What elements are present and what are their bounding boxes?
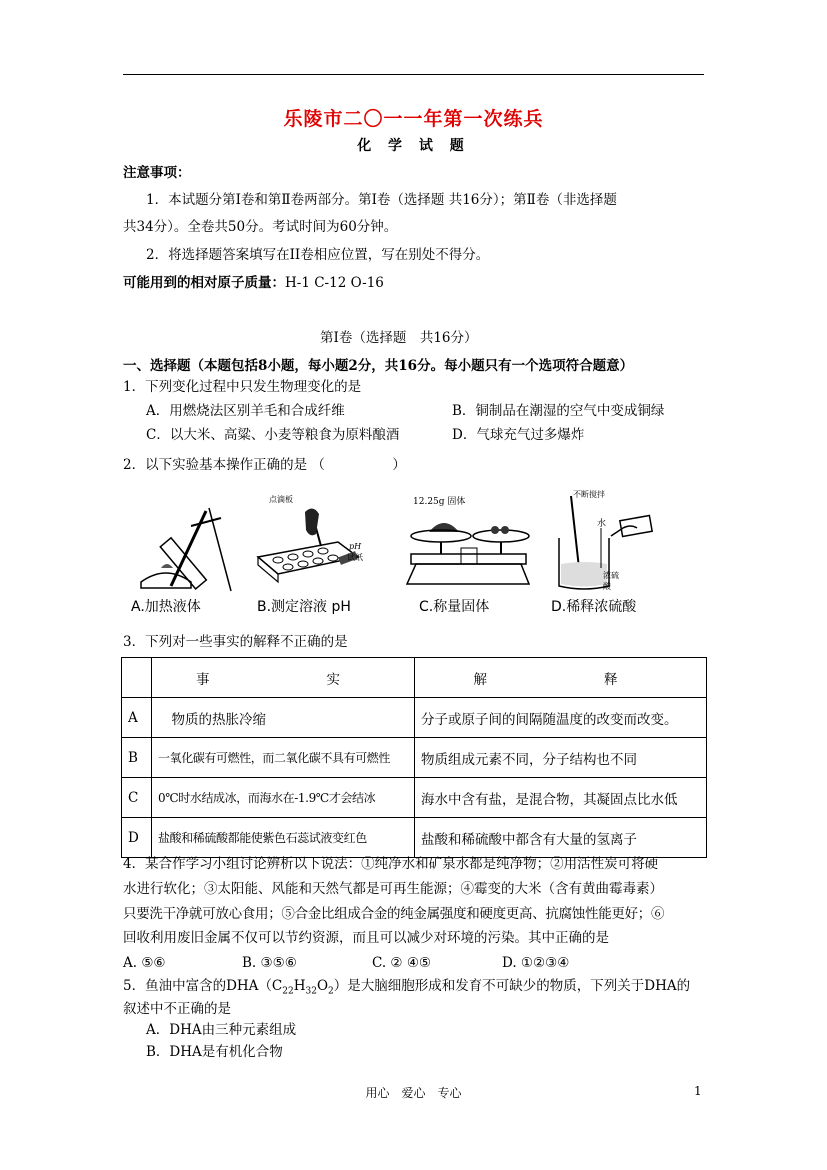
table-header-fact: 事 实 — [152, 658, 415, 698]
subscript: 32 — [305, 986, 317, 997]
q5-text: H — [293, 978, 306, 994]
q1-option-d: D．气球充气过多爆炸 — [452, 427, 585, 443]
q2-stem: 2．以下实验基本操作正确的是 （ ） — [123, 457, 406, 473]
q1-option-c: C．以大米、高粱、小麦等粮食为原料酿酒 — [146, 427, 400, 443]
figure-d-caption: D.稀释浓硫酸 — [551, 599, 637, 615]
q5-text: O — [316, 978, 329, 994]
q4-option-a: A. ⑤⑥ — [123, 955, 166, 971]
figure-c-label: 12.25g 固体 — [413, 497, 466, 507]
q1-option-b: B．铜制品在潮湿的空气中变成铜绿 — [452, 403, 665, 419]
row-key: C — [122, 778, 152, 818]
q5-text: 5．鱼油中富含的DHA（C — [123, 978, 283, 994]
q2-figures — [123, 488, 637, 618]
q4-option-c: C. ② ④⑤ — [372, 955, 432, 971]
figure-a-caption: A.加热液体 — [131, 599, 201, 615]
figure-a-heating-liquid — [131, 496, 241, 596]
row-fact: 物质的热胀冷缩 — [152, 698, 415, 738]
q4-line-2: 水进行软化；③太阳能、风能和天然气都是可再生能源；④霉变的大米（含有黄曲霉毒素） — [123, 881, 663, 897]
figure-c-caption: C.称量固体 — [419, 599, 490, 615]
subscript: 22 — [282, 986, 294, 997]
figure-b-ph-test — [253, 502, 363, 592]
exam-subject: 化 学 试 题 — [357, 138, 470, 154]
row-fact: 盐酸和稀硫酸都能使紫色石蕊试液变红色 — [152, 818, 415, 858]
figure-d-label-stir: 不断搅拌 — [573, 490, 605, 499]
figure-b-label-ph: pH — [349, 542, 362, 551]
figure-d-label-water: 水 — [597, 519, 607, 529]
figure-d-label-acid: 浓硫酸 — [603, 571, 619, 591]
header-rule — [123, 74, 704, 75]
table-row — [122, 818, 707, 858]
q5-option-b: B．DHA是有机化合物 — [146, 1044, 283, 1060]
q3-stem: 3．下列对一些事实的解释不正确的是 — [123, 634, 348, 650]
notice-heading: 注意事项： — [123, 165, 191, 181]
q5-line-1 — [123, 976, 690, 1002]
row-fact: 0℃时水结成冰，而海水在-1.9℃才会结冰 — [152, 778, 415, 818]
atomic-mass-line — [123, 273, 384, 293]
row-fact: 一氧化碳有可燃性，而二氧化碳不具有可燃性 — [152, 738, 415, 778]
section-heading: 第Ⅰ卷（选择题 共16分） — [320, 330, 478, 346]
table-row — [122, 778, 707, 818]
q4-line-3: 只要洗干净就可放心食用；⑤合金比组成合金的纯金属强度和硬度更高、抗腐蚀性能更好；⑥ — [123, 906, 665, 922]
row-key: A — [122, 698, 152, 738]
page-number: 1 — [694, 1084, 702, 1098]
row-key: D — [122, 818, 152, 858]
row-explain: 海水中含有盐，是混合物，其凝固点比水低 — [415, 778, 707, 818]
figure-c-balance — [401, 502, 531, 594]
q1-stem: 1．下列变化过程中只发生物理变化的是 — [123, 379, 362, 395]
q4-option-b: B. ③⑤⑥ — [242, 955, 297, 971]
row-key: B — [122, 738, 152, 778]
atomic-mass-values: H-1 C-12 O-16 — [285, 275, 384, 291]
notice-item-2: 2．将选择题答案填写在II卷相应位置，写在别处不得分。 — [146, 247, 490, 263]
notice-item-1-cont: 共34分）。全卷共50分。考试时间为60分钟。 — [123, 219, 398, 235]
q5-line-2: 叙述中不正确的是 — [123, 1001, 231, 1017]
figure-b-label-paper: 试纸 — [347, 553, 363, 562]
q3-table — [121, 657, 707, 858]
figure-b-caption: B.测定溶液 pH — [257, 599, 351, 615]
q5-text: ）是大脑细胞形成和发育不可缺少的物质，下列关于DHA的 — [333, 978, 691, 994]
subscript: 2 — [328, 986, 334, 997]
table-header-explain: 解 释 — [415, 658, 707, 698]
exam-title: 乐陵市二〇一一年第一次练兵 — [283, 108, 544, 130]
row-explain: 盐酸和稀硫酸中都含有大量的氢离子 — [415, 818, 707, 858]
table-row — [122, 698, 707, 738]
notice-item-1: 1．本试题分第Ⅰ卷和第Ⅱ卷两部分。第Ⅰ卷（选择题 共16分）；第Ⅱ卷（非选择题 — [146, 192, 617, 208]
row-explain: 物质组成元素不同，分子结构也不同 — [415, 738, 707, 778]
q4-option-d: D. ①②③④ — [502, 955, 570, 971]
part-heading: 一、选择题（本题包括8小题，每小题2分，共16分。每小题只有一个选项符合题意） — [123, 358, 634, 374]
q4-line-1: 4．某合作学习小组讨论辨析以下说法：①纯净水和矿泉水都是纯净物；②用活性炭可将硬 — [123, 856, 659, 872]
q4-line-4: 回收利用废旧金属不仅可以节约资源，而且可以减少对环境的污染。其中正确的是 — [123, 930, 609, 946]
figure-b-label-plate: 点滴板 — [269, 495, 293, 504]
table-header-row — [122, 658, 707, 698]
row-explain: 分子或原子间的间隔随温度的改变而改变。 — [415, 698, 707, 738]
atomic-mass-label: 可能用到的相对原子质量： — [123, 275, 285, 291]
q5-option-a: A．DHA由三种元素组成 — [146, 1022, 297, 1038]
table-row — [122, 738, 707, 778]
table-cell — [122, 658, 152, 698]
q1-option-a: A．用燃烧法区别羊毛和合成纤维 — [146, 403, 345, 419]
page-footer: 用心 爱心 专心 — [365, 1086, 462, 1100]
